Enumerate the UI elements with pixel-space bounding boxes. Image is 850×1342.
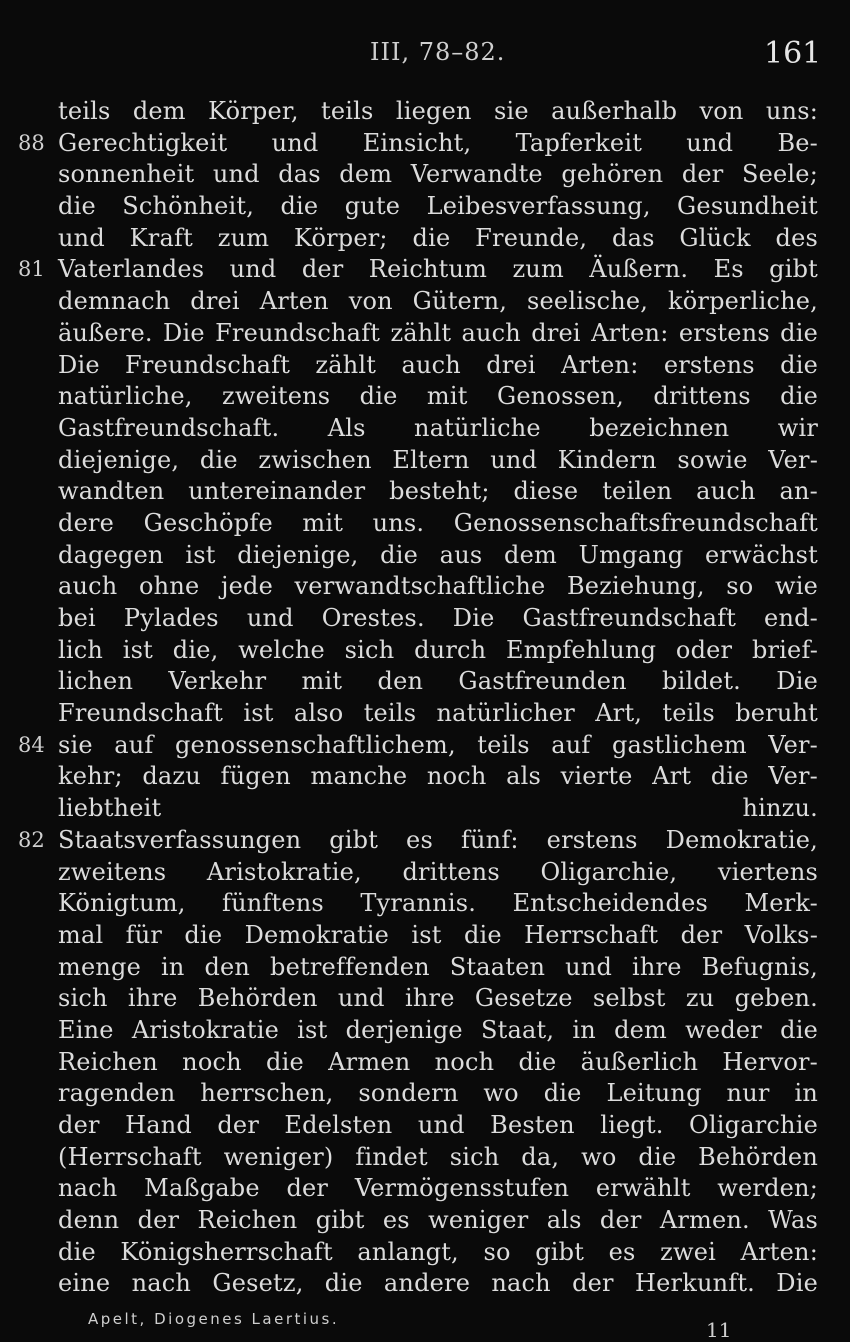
margin-section-number: 81 [18, 257, 45, 282]
text-line [0, 476, 850, 508]
line-text: sie auf genossenschaftlichem, teils auf gastlichem Ver- [58, 730, 818, 759]
line-text: äußere. Die Freundschaft zählt auch drei Arten: erstens die [58, 318, 818, 347]
line-text: dagegen ist diejenige, die aus dem Umgang erwächst [58, 540, 818, 569]
body-text [0, 96, 850, 1300]
line-text: sonnenheit und das dem Verwandte gehören der Seele; [58, 160, 818, 189]
printer-signature: Apelt, Diogenes Laertius. [88, 1310, 340, 1328]
line-text: und Kraft zum Körper; die Freunde, das Glück des [58, 223, 818, 252]
text-line [0, 603, 850, 635]
text-line [0, 381, 850, 413]
text-line [0, 191, 850, 223]
line-text: zweitens Aristokratie, drittens Oligarchie, viertens [58, 857, 818, 886]
text-line [0, 1110, 850, 1142]
line-text: eine nach Gesetz, die andere nach der Herkunft. Die [58, 1269, 818, 1298]
text-line [0, 1142, 850, 1174]
text-line [0, 1015, 850, 1047]
line-text: mal für die Demokratie ist die Herrschaft der Volks- [58, 920, 818, 949]
text-line [0, 761, 850, 793]
page-header [0, 36, 850, 76]
line-text: Vaterlandes und der Reichtum zum Äußern. Es gibt [58, 255, 818, 284]
text-line [0, 983, 850, 1015]
line-text: demnach drei Arten von Gütern, seelische, körperliche, [58, 287, 818, 316]
margin-section-number: 88 [18, 130, 45, 155]
line-text: Reichen noch die Armen noch die äußerlich Hervor- [58, 1047, 818, 1076]
text-line [0, 666, 850, 698]
line-text: auch ohne jede verwandtschaftliche Beziehung, so wie [58, 572, 818, 601]
text-line [0, 635, 850, 667]
line-text: Die Freundschaft zählt auch drei Arten: erstens die [58, 350, 818, 379]
line-text: Königtum, fünftens Tyrannis. Entscheidendes Merk- [58, 889, 818, 918]
text-line [0, 793, 850, 825]
line-text: kehr; dazu fügen manche noch als vierte Art die Ver- [58, 762, 818, 791]
line-text: menge in den betreffenden Staaten und ihre Befugnis, [58, 952, 818, 981]
line-text: lich ist die, welche sich durch Empfehlung oder brief- [58, 635, 818, 664]
line-text: wandten untereinander besteht; diese teilen auch an- [58, 477, 818, 506]
text-line [0, 318, 850, 350]
text-line [0, 254, 850, 286]
text-line [0, 1205, 850, 1237]
margin-section-number: 82 [18, 827, 45, 852]
text-line [0, 952, 850, 984]
line-text: diejenige, die zwischen Eltern und Kindern sowie Ver- [58, 445, 818, 474]
line-text: sich ihre Behörden und ihre Gesetze selbst zu geben. [58, 984, 818, 1013]
text-line [0, 223, 850, 255]
line-text: lichen Verkehr mit den Gastfreunden bildet. Die [58, 667, 818, 696]
line-text: denn der Reichen gibt es weniger als der Armen. Was [58, 1206, 818, 1235]
text-line [0, 286, 850, 318]
line-text: die Königsherrschaft anlangt, so gibt es zwei Arten: [58, 1237, 818, 1266]
line-text: Eine Aristokratie ist derjenige Staat, in dem weder die [58, 1015, 818, 1044]
line-text: natürliche, zweitens die mit Genossen, drittens die [58, 382, 818, 411]
text-line [0, 1078, 850, 1110]
text-line [0, 445, 850, 477]
line-text: teils dem Körper, teils liegen sie außerhalb von uns: [58, 97, 818, 125]
line-text: nach Maßgabe der Vermögensstufen erwählt werden; [58, 1174, 818, 1203]
text-line [0, 1173, 850, 1205]
text-line [0, 159, 850, 191]
text-line [0, 571, 850, 603]
text-line [0, 413, 850, 445]
text-line [0, 920, 850, 952]
text-line [0, 698, 850, 730]
text-line [0, 1047, 850, 1079]
line-text: Freundschaft ist also teils natürlicher Art, teils beruht [58, 699, 818, 728]
text-line [0, 508, 850, 540]
text-line [0, 825, 850, 857]
line-text: dere Geschöpfe mit uns. Genossenschaftsfreundschaft [58, 508, 818, 537]
line-text: Staatsverfassungen gibt es fünf: erstens Demokratie, [58, 825, 818, 854]
line-text: (Herrschaft weniger) findet sich da, wo die Behörden [58, 1142, 818, 1171]
line-text: die Schönheit, die gute Leibesverfassung, Gesundheit [58, 192, 818, 221]
text-line [0, 350, 850, 382]
text-line [0, 540, 850, 572]
line-text: der Hand der Edelsten und Besten liegt. Oligarchie [58, 1111, 818, 1139]
text-line [0, 1268, 850, 1300]
line-text: Gerechtigkeit und Einsicht, Tapferkeit und Be- [58, 128, 818, 157]
signature-mark: 11 [706, 1318, 732, 1342]
text-line [0, 730, 850, 762]
running-head: III, 78–82. [370, 38, 506, 66]
line-text: ragenden herrschen, sondern wo die Leitung nur in [58, 1079, 818, 1108]
line-text: Gastfreundschaft. Als natürliche bezeichnen wir [58, 413, 818, 442]
line-text: bei Pylades und Orestes. Die Gastfreundschaft end- [58, 604, 818, 632]
margin-section-number: 84 [18, 732, 45, 757]
page-number: 161 [764, 36, 822, 71]
text-line [0, 888, 850, 920]
text-line [0, 1237, 850, 1269]
line-text: liebtheit hinzu. [58, 794, 818, 823]
text-line [0, 128, 850, 160]
text-line [0, 857, 850, 889]
text-line [0, 96, 850, 128]
